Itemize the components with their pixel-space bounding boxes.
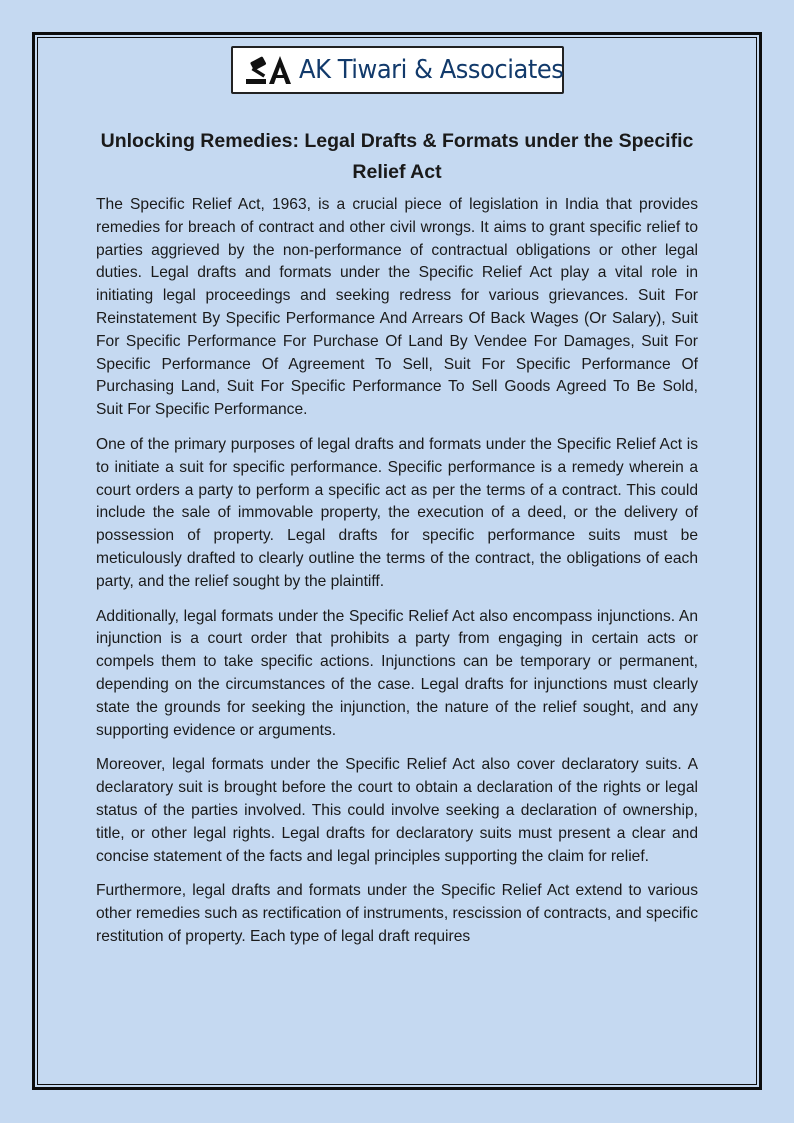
paragraph: Additionally, legal formats under the Specific Relief Act also encompass injunctions. An injunction is a court order that prohibits a party from engaging in certain acts or compels them to take specific actions. Injunctions can be temporary or permanent, depending on the circumstances of the case. Legal drafts for injunctions must clearly state the grounds for seeking the injunction, the nature of the relief sought, and any supporting evidence or arguments. — [96, 607, 698, 739]
paragraph: Moreover, legal formats under the Specific Relief Act also cover declaratory suits. A declaratory suit is brought before the court to obtain a declaration of the rights or legal status of the parties involved. This could involve seeking a declaration of ownership, title, or other legal rights. Legal drafts for declaratory suits must present a clear and concise statement of the facts and legal principles supporting the claim for relief. — [96, 756, 698, 865]
document-body — [96, 194, 698, 961]
paragraph: The Specific Relief Act, 1963, is a crucial piece of legislation in India that provides remedies for breach of contract and other civil wrongs. It aims to grant specific relief to parties aggrieved by the non-performance of contractual obligations or other legal duties. Legal drafts and formats under the Specific Relief Act play a vital role in initiating legal proceedings and seeking redress for various grievances. Suit For Reinstatement By Specific Performance And Arrears Of Back Wages (Or Salary), Suit For Specific Performance For Purchase Of Land By Vendee For Damages, Suit For Specific Performance Of Agreement To Sell, Suit For Specific Performance Of Purchasing Land, Suit For Specific Performance To Sell Goods Agreed To Be Sold, Suit For Specific Performance. — [96, 196, 698, 419]
gavel-scales-logo-icon — [243, 53, 295, 87]
logo-text: AK Tiwari & Associates — [299, 55, 564, 85]
paragraph: One of the primary purposes of legal drafts and formats under the Specific Relief Act is to initiate a suit for specific performance. Specific performance is a remedy wherein a court orders a party to perform a specific act as per the terms of a contract. This could include the sale of immovable property, the execution of a deed, or the delivery of possession of property. Legal drafts for specific performance suits must be meticulously drafted to clearly outline the terms of the contract, the obligations of each party, and the relief sought by the plaintiff. — [96, 435, 698, 590]
company-logo — [231, 46, 564, 94]
paragraph: Furthermore, legal drafts and formats under the Specific Relief Act extend to various other remedies such as rectification of instruments, rescission of contracts, and specific restitution of property. Each type of legal draft requires — [96, 882, 698, 945]
page-title: Unlocking Remedies: Legal Drafts & Formats under the Specific Relief Act — [100, 130, 694, 184]
